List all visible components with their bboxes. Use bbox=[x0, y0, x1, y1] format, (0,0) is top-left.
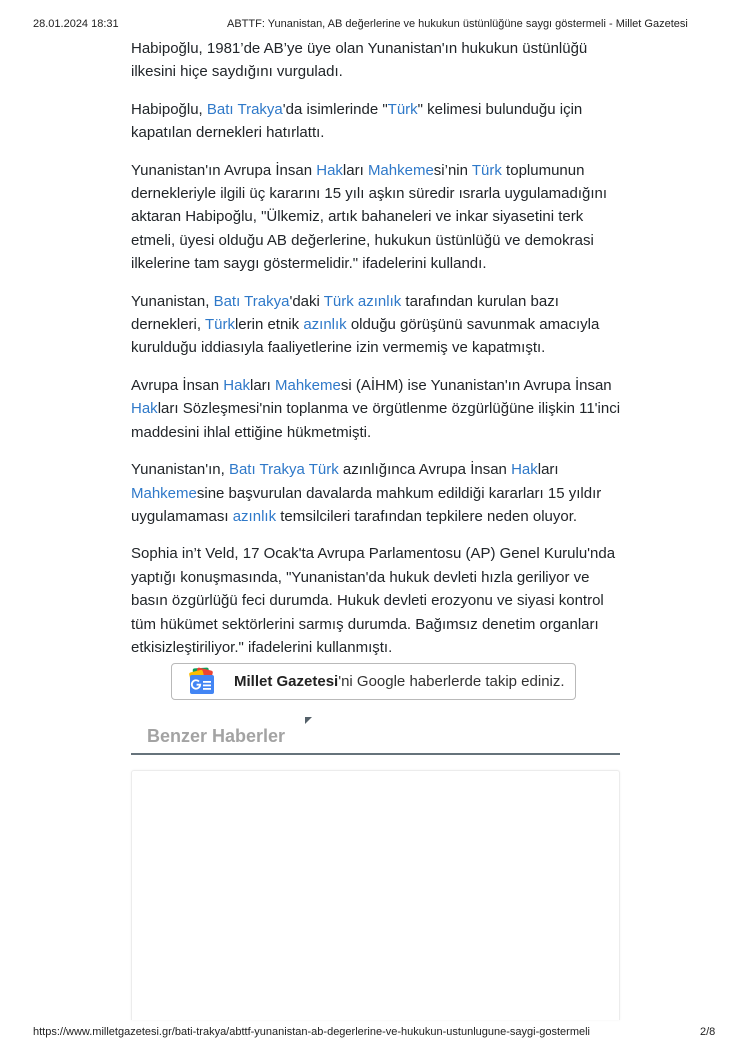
paragraph-text: tarafından kurulan bazı dernekleri, bbox=[131, 292, 559, 334]
article-body bbox=[131, 37, 623, 659]
inline-tag-link[interactable]: Batı Trakya Türk bbox=[228, 461, 339, 479]
paragraph-text: Yunanistan'ın, bbox=[131, 461, 229, 479]
related-news-card[interactable] bbox=[131, 770, 620, 1020]
print-header bbox=[0, 0, 750, 37]
article-paragraph bbox=[131, 98, 623, 145]
inline-tag-link[interactable]: Hak bbox=[316, 161, 343, 179]
inline-tag-link[interactable]: Türk bbox=[204, 316, 235, 334]
paragraph-text: ları bbox=[537, 461, 559, 479]
paragraph-text: Avrupa İnsan bbox=[131, 376, 224, 394]
print-page-title: ABTTF: Yunanistan, AB değerlerine ve hukukun üstünlüğüne saygı göstermeli - Millet Gazetesi bbox=[227, 18, 688, 30]
related-news-divider bbox=[131, 753, 620, 755]
paragraph-text: azınlığınca Avrupa İnsan bbox=[338, 461, 512, 479]
corner-triangle-icon bbox=[305, 717, 312, 724]
paragraph-text: toplumunun dernekleriyle ilgili üç kararını 15 yılı aşkın süredir ısrarla uygulamadığını aktaran Habipoğlu, "Ülkemiz, artık bahaneleri ve inkar siyasetini terk etmeli, üyesi olduğu AB değerlerine, hukukun üstünlüğü ve demokrasi ilkelerine tam saygı göstermelidir." ifadelerini kullandı. bbox=[131, 161, 608, 273]
paragraph-text: Habipoğlu, bbox=[131, 100, 207, 118]
article-paragraph bbox=[131, 290, 623, 360]
paragraph-text: " kelimesi bulunduğu için kapatılan dernekleri hatırlattı. bbox=[131, 100, 583, 142]
paragraph-text: Yunanistan, bbox=[131, 292, 214, 310]
print-page-number: 2/8 bbox=[700, 1026, 716, 1039]
paragraph-text: temsilcileri tarafından tepkilere neden oluyor. bbox=[276, 507, 578, 525]
article-paragraph bbox=[131, 159, 623, 276]
google-news-text bbox=[234, 673, 565, 690]
paragraph-text: ları Sözleşmesi'nin toplanma ve örgütlenme özgürlüğüne ilişkin 11'inci maddesini ihlal ettiğine hükmetmişti. bbox=[131, 400, 621, 441]
inline-tag-link[interactable]: Türk azınlık bbox=[323, 292, 402, 310]
article-paragraph bbox=[131, 37, 623, 84]
inline-tag-link[interactable]: Hak bbox=[223, 376, 250, 394]
google-news-brand: Millet Gazetesi bbox=[234, 673, 339, 691]
paragraph-text: 'da isimlerinde " bbox=[282, 100, 388, 118]
paragraph-text: Yunanistan'ın Avrupa İnsan bbox=[131, 161, 317, 179]
inline-tag-link[interactable]: Batı Trakya bbox=[206, 100, 283, 118]
article-paragraph bbox=[131, 458, 623, 528]
article-paragraph bbox=[131, 542, 623, 659]
paragraph-text: si (AİHM) ise Yunanistan'ın Avrupa İnsan bbox=[340, 376, 612, 394]
inline-tag-link[interactable]: Türk bbox=[471, 161, 502, 179]
article-paragraph bbox=[131, 374, 623, 444]
inline-tag-link[interactable]: azınlık bbox=[232, 507, 277, 525]
inline-tag-link[interactable]: azınlık bbox=[303, 316, 347, 334]
print-footer bbox=[0, 1026, 750, 1055]
inline-tag-link[interactable]: Batı Trakya bbox=[213, 292, 290, 310]
google-news-icon bbox=[184, 667, 220, 697]
google-news-follow-button[interactable] bbox=[171, 663, 576, 700]
paragraph-text: Sophia in’t Veld, 17 Ocak'ta Avrupa Parlamentosu (AP) Genel Kurulu'nda yaptığı konuşmasında, "Yunanistan'da hukuk devleti hızla geriliyor ve basın özgürlüğü feci durumda. Hukuk devleti erozyonu ve siyasi kontrol tüm hükümet sektörlerini sarmış durumda. Bağımsız denetim organları etkisizleştiriliyor." ifadelerini kullanmıştı. bbox=[131, 545, 616, 656]
related-news-title: Benzer Haberler bbox=[147, 726, 286, 747]
inline-tag-link[interactable]: Mahkeme bbox=[367, 161, 434, 179]
paragraph-text: ları bbox=[249, 376, 275, 394]
paragraph-text: 'daki bbox=[289, 292, 324, 310]
inline-tag-link[interactable]: Mahkeme bbox=[275, 376, 341, 394]
print-url: https://www.milletgazetesi.gr/bati-trakya/abttf-yunanistan-ab-degerlerine-ve-hukukun-ustunlugune-saygi-gostermeli bbox=[33, 1026, 590, 1039]
print-datetime: 28.01.2024 18:31 bbox=[33, 18, 119, 30]
paragraph-text: sine başvurulan davalarda mahkum edildiği kararları 15 yıldır uygulamaması bbox=[131, 484, 602, 525]
inline-tag-link[interactable]: Hak bbox=[511, 461, 538, 479]
inline-tag-link[interactable]: Türk bbox=[387, 100, 418, 118]
paragraph-text: lerin etnik bbox=[234, 316, 304, 334]
google-news-message: 'ni Google haberlerde takip ediniz. bbox=[338, 673, 565, 691]
related-news-section bbox=[131, 715, 620, 755]
paragraph-text: olduğu görüşünü savunmak amacıyla kurulduğu iddiasıyla faaliyetlerine izin vermemiş ve kapatmıştı. bbox=[131, 316, 600, 357]
related-news-heading bbox=[131, 715, 620, 753]
inline-tag-link[interactable]: Hak bbox=[131, 400, 158, 418]
paragraph-text: Habipoğlu, 1981’de AB’ye üye olan Yunanistan'ın hukukun üstünlüğü ilkesini hiçe saydığını vurguladı. bbox=[131, 40, 588, 81]
inline-tag-link[interactable]: Mahkeme bbox=[131, 484, 197, 502]
paragraph-text: ları bbox=[342, 161, 368, 179]
paragraph-text: si’nin bbox=[433, 161, 472, 179]
